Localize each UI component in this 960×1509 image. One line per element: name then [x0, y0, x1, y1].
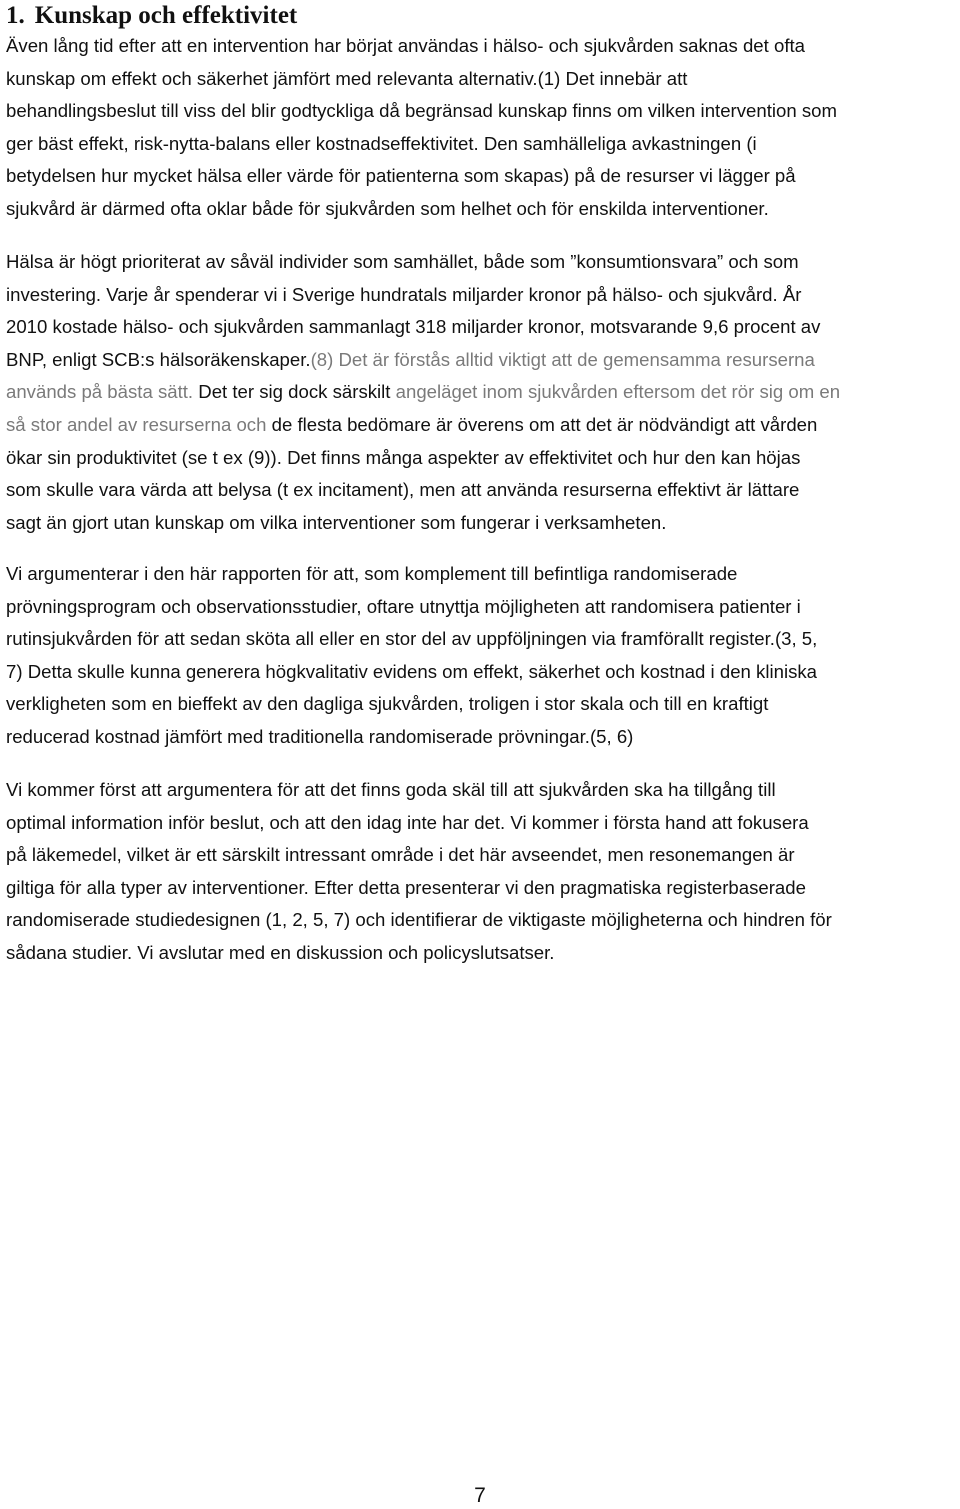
text-line: verkligheten som en bieffekt av den dagliga sjukvården, troligen i stor skala och till en kraftigt [6, 693, 769, 715]
text-line: randomiserade studiedesignen (1, 2, 5, 7) och identifierar de viktigaste möjligheterna och hindren för [6, 909, 832, 931]
text-line: Hälsa är högt prioriterat av såväl individer som samhället, både som ”konsumtionsvara” och som [6, 251, 799, 272]
section-title: Kunskap och effektivitet [34, 2, 298, 29]
text-line: sagt än gjort utan kunskap om vilka interventioner som fungerar i verksamheten. [6, 511, 667, 533]
text-line: Även lång tid efter att en intervention har börjat användas i hälso- och sjukvården saknas det ofta [6, 35, 805, 56]
text-segment: BNP, enligt SCB:s hälsoräkenskaper. [6, 348, 311, 370]
text-line: ger bäst effekt, risk-nytta-balans eller kostnadseffektivitet. Den samhälleliga avkastningen (i [6, 132, 757, 154]
text-line: prövningsprogram och observationsstudier, oftare utnyttja möjligheten att randomisera patienter i [6, 595, 801, 617]
paragraph-4 [6, 774, 956, 970]
section-number: 1. [6, 2, 25, 29]
text-line: giltiga för alla typer av interventioner. Efter detta presenterar vi den pragmatiska registerbaserade [6, 876, 806, 898]
text-segment: de flesta bedömare är överens om att det är nödvändigt att vården [266, 413, 818, 435]
text-line: kunskap om effekt och säkerhet jämfört med relevanta alternativ.(1) Det innebär att [6, 67, 688, 89]
text-line: 7) Detta skulle kunna generera högkvalitativ evidens om effekt, säkerhet och kostnad i den kliniska [6, 660, 818, 682]
text-segment-muted: (8) Det är förstås alltid viktigt att de gemensamma resurserna [310, 348, 815, 370]
text-segment-muted: så stor andel av resurserna och [6, 413, 267, 435]
text-line [6, 344, 956, 377]
text-segment-muted: används på bästa sätt. [6, 381, 194, 403]
text-line: betydelsen hur mycket hälsa eller värde för patienterna som skapas) på de resurser vi lägger på [6, 165, 796, 187]
paragraph-1 [6, 30, 956, 226]
text-line: Vi kommer först att argumentera för att det finns goda skäl till att sjukvården ska ha tillgång till [6, 779, 776, 800]
text-line: ökar sin produktivitet (se t ex (9)). Det finns många aspekter av effektivitet och hur den kan höjas [6, 446, 801, 468]
text-line [6, 409, 956, 442]
text-line: rutinsjukvården för att sedan sköta all eller en stor del av uppföljningen via framförallt register.(3, 5, [6, 628, 818, 650]
text-line: 2010 kostade hälso- och sjukvården sammanlagt 318 miljarder kronor, motsvarande 9,6 procent av [6, 316, 821, 338]
text-line: Vi argumenterar i den här rapporten för att, som komplement till befintliga randomiserade [6, 563, 738, 584]
text-line: som skulle vara värda att belysa (t ex incitament), men att använda resurserna effektivt är lättare [6, 479, 800, 501]
text-line [6, 376, 956, 409]
paragraph-2 [6, 246, 956, 539]
text-segment: Det ter sig dock särskilt [193, 381, 396, 403]
text-line: sjukvård är därmed ofta oklar både för sjukvården som helhet och för enskilda interventioner. [6, 197, 769, 219]
text-segment-muted: angeläget inom sjukvården eftersom det rör sig om en [395, 381, 841, 403]
text-line: behandlingsbeslut till viss del blir godtyckliga då begränsad kunskap finns om vilken intervention som [6, 100, 837, 122]
text-line: sådana studier. Vi avslutar med en diskussion och policyslutsatser. [6, 941, 555, 963]
section-heading [6, 0, 297, 32]
text-line: optimal information inför beslut, och att den idag inte har det. Vi kommer i första hand att fokusera [6, 811, 809, 833]
text-line: reducerad kostnad jämfört med traditionella randomiserade prövningar.(5, 6) [6, 725, 634, 747]
page-number: 7 [474, 1484, 486, 1507]
paragraph-3 [6, 558, 956, 754]
text-line: på läkemedel, vilket är ett särskilt intressant område i det här avseendet, men resonemangen är [6, 844, 795, 866]
text-line: investering. Varje år spenderar vi i Sverige hundratals miljarder kronor på hälso- och sjukvård. År [6, 283, 802, 305]
